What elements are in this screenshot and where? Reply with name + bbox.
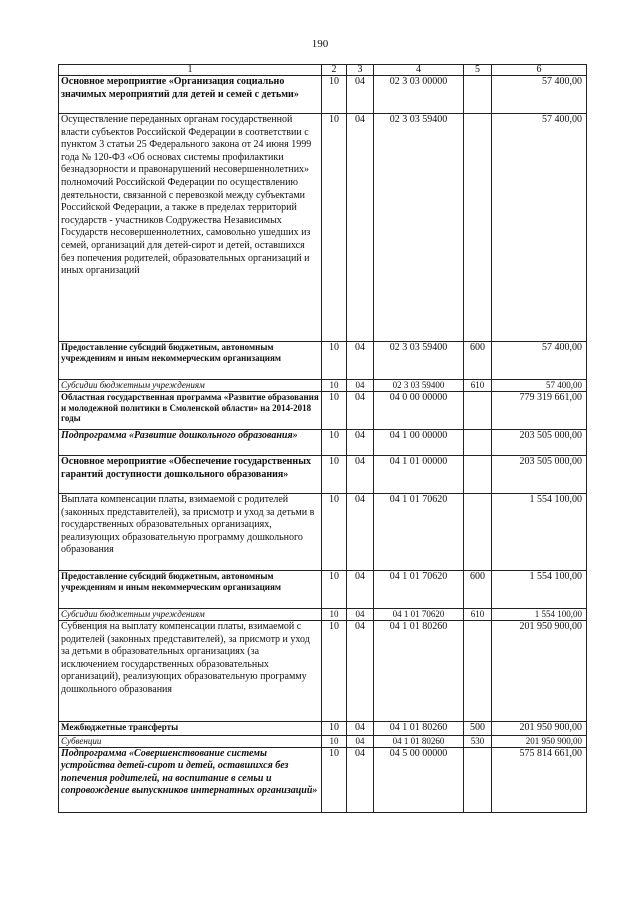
expense-type-code: [464, 430, 492, 456]
section-code: 10: [322, 494, 347, 571]
row-description: Субвенция на выплату компенсации платы, взимаемой с родителей (законных представителей), за присмотр и уход за детьми в образовательных организациях (за исключением государственных образовательных организаций), реализующих образовательную программу дошкольного образования: [59, 621, 322, 722]
expense-type-code: 610: [464, 380, 492, 392]
table-row: [59, 76, 587, 114]
amount-value: 57 400,00: [492, 342, 587, 380]
amount-value: 1 554 100,00: [492, 609, 587, 621]
amount-value: 201 950 900,00: [492, 722, 587, 736]
row-description: Субвенции: [59, 735, 322, 747]
subsection-code: 04: [347, 609, 374, 621]
expense-type-code: [464, 621, 492, 722]
row-description: Субсидии бюджетным учреждениям: [59, 609, 322, 621]
subsection-code: 04: [347, 456, 374, 494]
header-row: [59, 65, 587, 76]
amount-value: 57 400,00: [492, 76, 587, 114]
table-row: [59, 392, 587, 430]
col-header-2: 2: [322, 65, 347, 76]
table-row: [59, 494, 587, 571]
row-description: Основное мероприятие «Обеспечение государственных гарантий доступности дошкольного образования»: [59, 456, 322, 494]
table-row: [59, 747, 587, 812]
table-row: [59, 571, 587, 609]
section-code: 10: [322, 609, 347, 621]
target-article-code: 04 5 00 00000: [374, 747, 464, 812]
section-code: 10: [322, 342, 347, 380]
expense-type-code: 600: [464, 342, 492, 380]
section-code: 10: [322, 430, 347, 456]
row-description: Областная государственная программа «Развитие образования и молодежной политики в Смоленской области» на 2014-2018 годы: [59, 392, 322, 430]
col-header-5: 5: [464, 65, 492, 76]
col-header-1: 1: [59, 65, 322, 76]
section-code: 10: [322, 456, 347, 494]
table-row: [59, 621, 587, 722]
section-code: 10: [322, 380, 347, 392]
expense-type-code: [464, 456, 492, 494]
col-header-6: 6: [492, 65, 587, 76]
amount-value: 779 319 661,00: [492, 392, 587, 430]
col-header-3: 3: [347, 65, 374, 76]
section-code: 10: [322, 392, 347, 430]
expense-type-code: 500: [464, 722, 492, 736]
subsection-code: 04: [347, 494, 374, 571]
target-article-code: 04 1 01 70620: [374, 609, 464, 621]
subsection-code: 04: [347, 747, 374, 812]
subsection-code: 04: [347, 342, 374, 380]
table-row: [59, 735, 587, 747]
expense-type-code: [464, 392, 492, 430]
row-description: Предоставление субсидий бюджетным, автономным учреждениям и иным некоммерческим организациям: [59, 342, 322, 380]
table-row: [59, 456, 587, 494]
target-article-code: 04 0 00 00000: [374, 392, 464, 430]
amount-value: 575 814 661,00: [492, 747, 587, 812]
subsection-code: 04: [347, 621, 374, 722]
amount-value: 1 554 100,00: [492, 494, 587, 571]
row-description: Выплата компенсации платы, взимаемой с родителей (законных представителей), за присмотр и уход за детьми в государственных образовательных организациях, реализующих образовательную программу дошкольного образования: [59, 494, 322, 571]
expense-type-code: [464, 114, 492, 342]
amount-value: 201 950 900,00: [492, 621, 587, 722]
col-header-4: 4: [374, 65, 464, 76]
target-article-code: 04 1 01 70620: [374, 571, 464, 609]
target-article-code: 04 1 01 80260: [374, 735, 464, 747]
section-code: 10: [322, 722, 347, 736]
amount-value: 57 400,00: [492, 114, 587, 342]
subsection-code: 04: [347, 722, 374, 736]
expense-type-code: [464, 494, 492, 571]
expense-type-code: 600: [464, 571, 492, 609]
table-row: [59, 114, 587, 342]
amount-value: 203 505 000,00: [492, 456, 587, 494]
table-row: [59, 609, 587, 621]
section-code: 10: [322, 114, 347, 342]
page-number: 190: [311, 38, 329, 50]
target-article-code: 02 3 03 59400: [374, 380, 464, 392]
amount-value: 1 554 100,00: [492, 571, 587, 609]
target-article-code: 04 1 01 80260: [374, 621, 464, 722]
amount-value: 203 505 000,00: [492, 430, 587, 456]
subsection-code: 04: [347, 76, 374, 114]
section-code: 10: [322, 747, 347, 812]
target-article-code: 04 1 01 00000: [374, 456, 464, 494]
section-code: 10: [322, 735, 347, 747]
subsection-code: 04: [347, 114, 374, 342]
table-row: [59, 722, 587, 736]
row-description: Осуществление переданных органам государственной власти субъектов Российской Федерации в соответствии с пунктом 3 статьи 25 Федерального закона от 24 июня 1999 года № 120-ФЗ «Об основах системы профилактики безнадзорности и правонарушений несовершеннолетних» полномочий Российской Федерации по осуществлению деятельности, связанной с перевозкой между субъектами Российской Федерации, а также в пределах территорий государств - участников Содружества Независимых Государств несовершеннолетних, самовольно ушедших из семей, организаций для детей-сирот и детей, оставшихся без попечения родителей, образовательных организаций и иных организаций: [59, 114, 322, 342]
amount-value: 57 400,00: [492, 380, 587, 392]
expense-type-code: 610: [464, 609, 492, 621]
target-article-code: 04 1 00 00000: [374, 430, 464, 456]
expense-type-code: [464, 76, 492, 114]
expense-type-code: 530: [464, 735, 492, 747]
budget-table: [58, 64, 587, 813]
expense-type-code: [464, 747, 492, 812]
target-article-code: 04 1 01 80260: [374, 722, 464, 736]
target-article-code: 02 3 03 00000: [374, 76, 464, 114]
table-row: [59, 342, 587, 380]
section-code: 10: [322, 571, 347, 609]
target-article-code: 04 1 01 70620: [374, 494, 464, 571]
row-description: Подпрограмма «Развитие дошкольного образования»: [59, 430, 322, 456]
subsection-code: 04: [347, 392, 374, 430]
row-description: Подпрограмма «Совершенствование системы устройства детей-сирот и детей, оставшихся без попечения родителей, на воспитание в семьи и сопровождение выпускников интернатных организаций»: [59, 747, 322, 812]
subsection-code: 04: [347, 735, 374, 747]
table-row: [59, 380, 587, 392]
section-code: 10: [322, 76, 347, 114]
row-description: Основное мероприятие «Организация социально значимых мероприятий для детей и семей с детьми»: [59, 76, 322, 114]
row-description: Предоставление субсидий бюджетным, автономным учреждениям и иным некоммерческим организациям: [59, 571, 322, 609]
subsection-code: 04: [347, 430, 374, 456]
row-description: Субсидии бюджетным учреждениям: [59, 380, 322, 392]
target-article-code: 02 3 03 59400: [374, 342, 464, 380]
target-article-code: 02 3 03 59400: [374, 114, 464, 342]
section-code: 10: [322, 621, 347, 722]
subsection-code: 04: [347, 571, 374, 609]
amount-value: 201 950 900,00: [492, 735, 587, 747]
row-description: Межбюджетные трансферты: [59, 722, 322, 736]
table-row: [59, 430, 587, 456]
subsection-code: 04: [347, 380, 374, 392]
